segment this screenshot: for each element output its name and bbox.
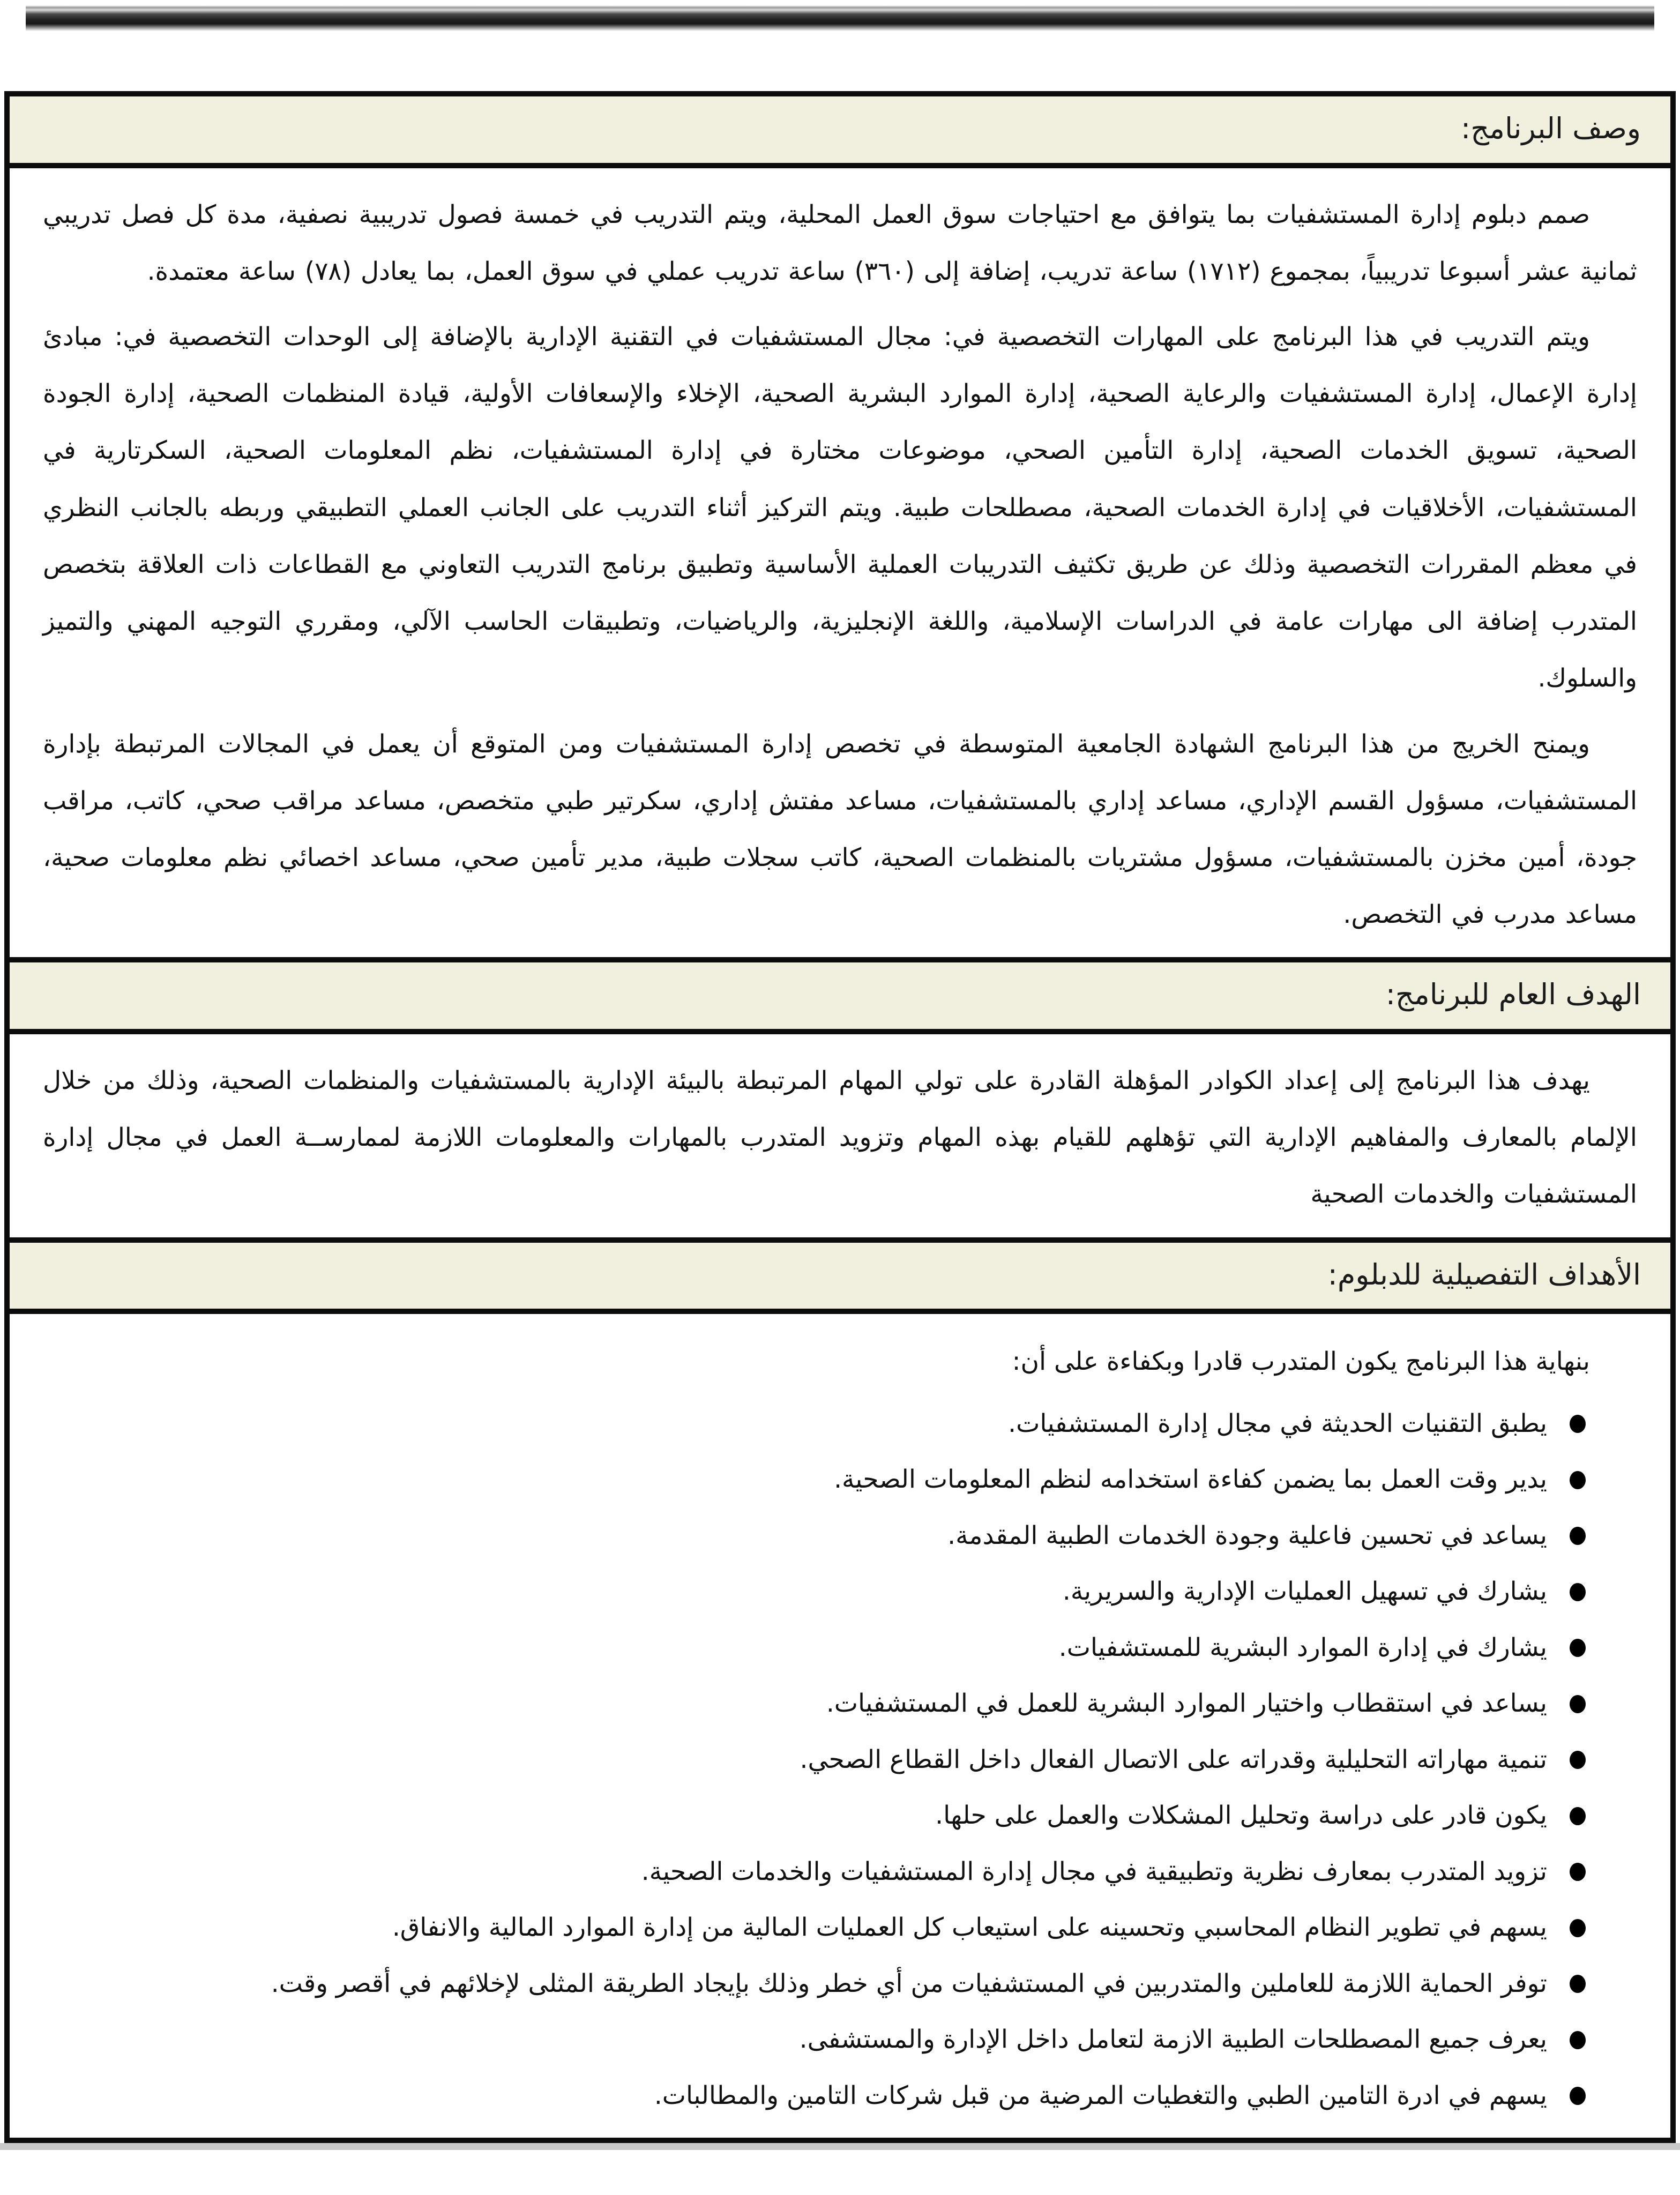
section-header-program-description [10, 96, 1670, 168]
objective-text: يشارك في تسهيل العمليات الإدارية والسريرية. [1062, 1577, 1547, 1607]
program-description-paragraph-3: ويمنح الخريج من هذا البرنامج الشهادة الجامعية المتوسطة في تخصص إدارة المستشفيات ومن المتوقع أن يعمل في المجالات المرتبطة بإدارة المستشفيات، مسؤول القسم الإداري، مساعد إداري بالمستشفيات، مساعد مفتش إداري، سكرتير طبي متخصص، مساعد مراقب صحي، كاتب، مراقب جودة، أمين مخزن بالمستشفيات، مسؤول مشتريات بالمنظمات الصحية، كاتب سجلات طبية، مدير تأمين صحي، مساعد اخصائي نظم معلومات صحية، مساعد مدرب في التخصص. [43, 729, 1637, 930]
bullet-icon [1570, 1639, 1586, 1657]
objective-text: يساعد في تحسين فاعلية وجودة الخدمات الطبية المقدمة. [947, 1520, 1547, 1550]
objective-text: يساعد في استقطاب واختيار الموارد البشرية للعمل في المستشفيات. [826, 1689, 1547, 1719]
objective-item [43, 1396, 1586, 1452]
objective-item [43, 1620, 1586, 1676]
bullet-icon [1570, 1863, 1586, 1881]
program-document-table [4, 91, 1676, 2143]
objective-item [43, 2068, 1586, 2124]
section-body-program-description [10, 168, 1670, 958]
section-title: الأهداف التفصيلية للدبلوم: [1327, 1257, 1641, 1291]
objective-text: يعرف جميع المصطلحات الطبية الازمة لتعامل داخل الإدارة والمستشفى. [799, 2025, 1547, 2055]
section-body-general-objective [10, 1034, 1670, 1237]
bullet-icon [1570, 1695, 1586, 1713]
bullet-icon [1570, 2031, 1586, 2049]
objective-text: يشارك في إدارة الموارد البشرية للمستشفيات. [1058, 1632, 1547, 1662]
section-header-general-objective [10, 957, 1670, 1034]
objective-item [43, 1676, 1586, 1732]
page-bottom-edge [0, 2143, 1680, 2150]
objective-text: يطبق التقنيات الحديثة في مجال إدارة المستشفيات. [1008, 1408, 1547, 1438]
objective-text: يدير وقت العمل بما يضمن كفاءة استخدامه لنظم المعلومات الصحية. [834, 1465, 1547, 1495]
bullet-icon [1570, 1527, 1586, 1545]
objective-item [43, 1564, 1586, 1620]
section-header-detailed-objectives [10, 1237, 1670, 1315]
objective-item [43, 1844, 1586, 1900]
program-description-paragraph-2: ويتم التدريب في هذا البرنامج على المهارات التخصصية في: مجال المستشفيات في التقنية الإدارية بالإضافة إلى الوحدات التخصصية في: مبادئ إدارة الإعمال، إدارة المستشفيات والرعاية الصحية، إدارة الموارد البشرية الصحية، الإخلاء والإسعافات الأولية، قيادة المنظمات الصحية، إدارة الجودة الصحية، تسويق الخدمات الصحية، إدارة التأمين الصحي، موضوعات مختارة في إدارة المستشفيات، نظم المعلومات الصحية، السكرتارية في المستشفيات، الأخلاقيات في إدارة الخدمات الصحية، مصطلحات طبية. ويتم التركيز أثناء التدريب على الجانب العملي التطبيقي وربطه بالجانب النظري في معظم المقررات التخصصية وذلك عن طريق تكثيف التدريبات العملية الأساسية وتطبيق برنامج التدريب التعاوني مع القطاعات ذات العلاقة بتخصص المتدرب إضافة الى مهارات عامة في الدراسات الإسلامية، واللغة الإنجليزية، والرياضيات، وتطبيقات الحاسب الآلي، ومقرري التوجيه المهني والتميز والسلوك. [43, 322, 1637, 693]
objectives-intro: بنهاية هذا البرنامج يكون المتدرب قادرا وبكفاءة على أن: [1012, 1347, 1590, 1377]
objective-text: تزويد المتدرب بمعارف نظرية وتطبيقية في مجال إدارة المستشفيات والخدمات الصحية. [641, 1856, 1547, 1886]
bullet-icon [1570, 1975, 1586, 1993]
section-title: وصف البرنامج: [1461, 111, 1641, 145]
objective-item [43, 1788, 1586, 1844]
bullet-icon [1570, 1583, 1586, 1601]
objective-item [43, 1900, 1586, 1956]
objective-item [43, 1956, 1586, 2012]
program-description-paragraph-1: صمم دبلوم إدارة المستشفيات بما يتوافق مع احتياجات سوق العمل المحلية، ويتم التدريب في خمسة فصول تدريبية نصفية، مدة كل فصل تدريبي ثمانية عشر أسبوعا تدريبياً، بمجموع (١٧١٢) ساعة تدريب، إضافة إلى (٣٦٠) ساعة تدريب عملي في سوق العمل، بما يعادل (٧٨) ساعة معتمدة. [43, 199, 1637, 286]
general-objective-paragraph: يهدف هذا البرنامج إلى إعداد الكوادر المؤهلة القادرة على تولي المهام المرتبطة بالبيئة الإدارية بالمستشفيات والمنظمات الصحية، وذلك من خلال الإلمام بالمعارف والمفاهيم الإدارية التي تؤهلهم للقيام بهذه المهام وتزويد المتدرب بالمهارات والمعلومات اللازمة لممارســة العمل في مجال إدارة المستشفيات والخدمات الصحية [43, 1066, 1637, 1210]
objective-item [43, 2012, 1586, 2068]
bullet-icon [1570, 1415, 1586, 1433]
bullet-icon [1570, 1751, 1586, 1769]
objective-item [43, 1732, 1586, 1788]
bullet-icon [1570, 1471, 1586, 1489]
objective-text: تنمية مهاراته التحليلية وقدراته على الاتصال الفعال داخل القطاع الصحي. [800, 1744, 1547, 1774]
bullet-icon [1570, 1919, 1586, 1937]
section-body-detailed-objectives [10, 1314, 1670, 2138]
bullet-icon [1570, 1807, 1586, 1825]
objective-text: يسهم في تطوير النظام المحاسبي وتحسينه على استيعاب كل العمليات المالية من إدارة الموارد المالية والانفاق. [392, 1913, 1547, 1943]
objective-text: يسهم في ادرة التامين الطبي والتغطيات المرضية من قبل شركات التامين والمطالبات. [654, 2080, 1547, 2110]
objective-item [43, 1452, 1586, 1508]
page-top-rule [26, 5, 1654, 31]
section-title: الهدف العام للبرنامج: [1385, 977, 1641, 1012]
objective-text: يكون قادر على دراسة وتحليل المشكلات والعمل على حلها. [935, 1801, 1547, 1831]
bullet-icon [1570, 2087, 1586, 2105]
objective-text: توفر الحماية اللازمة للعاملين والمتدربين في المستشفيات من أي خطر وذلك بإيجاد الطريقة المثلى لإخلائهم في أقصر وقت. [271, 1968, 1547, 1998]
objective-item [43, 1508, 1586, 1564]
